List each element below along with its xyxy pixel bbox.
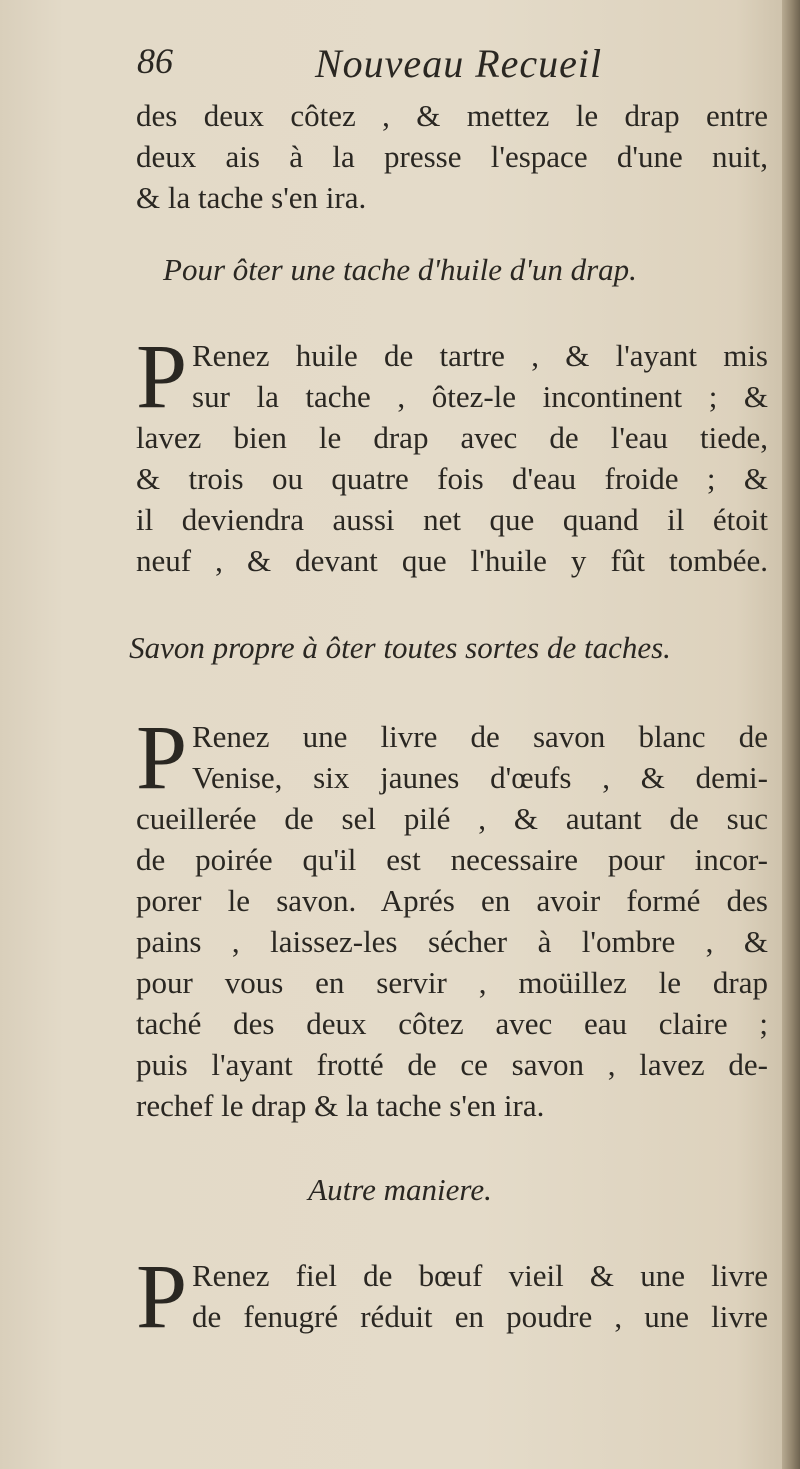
text-line: taché des deux côtez avec eau claire ; xyxy=(136,1006,768,1041)
recipe-paragraph xyxy=(136,1255,768,1337)
text-line: il deviendra aussi net que quand il étoit xyxy=(136,502,768,537)
text-line: porer le savon. Aprés en avoir formé des xyxy=(136,883,768,918)
text-line: rechef le drap & la tache s'en ira. xyxy=(136,1088,545,1123)
text-line: & trois ou quatre fois d'eau froide ; & xyxy=(136,461,768,496)
drop-capital: P xyxy=(136,325,188,427)
text-line: des deux côtez , & mettez le drap entre xyxy=(136,98,768,133)
recipe-paragraph xyxy=(136,716,768,1126)
text-line: de fenugré réduit en poudre , une livre xyxy=(192,1299,768,1334)
text-line: pains , laissez-les sécher à l'ombre , & xyxy=(136,924,768,959)
text-line: Renez une livre de savon blanc de xyxy=(192,719,768,754)
text-line: puis l'ayant frotté de ce savon , lavez de- xyxy=(136,1047,768,1082)
text-line: cueillerée de sel pilé , & autant de suc xyxy=(136,801,768,836)
text-line: lavez bien le drap avec de l'eau tiede, xyxy=(136,420,768,455)
text-line: sur la tache , ôtez-le incontinent ; & xyxy=(192,379,768,414)
section-heading: Savon propre à ôter toutes sortes de taches. xyxy=(129,630,671,665)
text-line: & la tache s'en ira. xyxy=(136,180,367,215)
page-number: 86 xyxy=(137,41,173,81)
text-line: deux ais à la presse l'espace d'une nuit, xyxy=(136,139,768,174)
running-title: Nouveau Recueil xyxy=(315,41,603,86)
section-heading: Pour ôter une tache d'huile d'un drap. xyxy=(163,252,637,287)
recipe-paragraph xyxy=(136,335,768,581)
text-line: de poirée qu'il est necessaire pour incor- xyxy=(136,842,768,877)
text-line: Venise, six jaunes d'œufs , & demi- xyxy=(192,760,768,795)
text-line: neuf , & devant que l'huile y fût tombée. xyxy=(136,543,768,578)
text-line: Renez huile de tartre , & l'ayant mis xyxy=(192,338,768,373)
page-edge-shadow xyxy=(782,0,800,1469)
text-line: pour vous en servir , moüillez le drap xyxy=(136,965,768,1000)
drop-capital: P xyxy=(136,706,188,808)
text-line: Renez fiel de bœuf vieil & une livre xyxy=(192,1258,768,1293)
running-header xyxy=(137,40,767,96)
continuation-paragraph xyxy=(136,95,768,218)
section-heading: Autre maniere. xyxy=(308,1172,492,1207)
drop-capital: P xyxy=(136,1245,188,1347)
